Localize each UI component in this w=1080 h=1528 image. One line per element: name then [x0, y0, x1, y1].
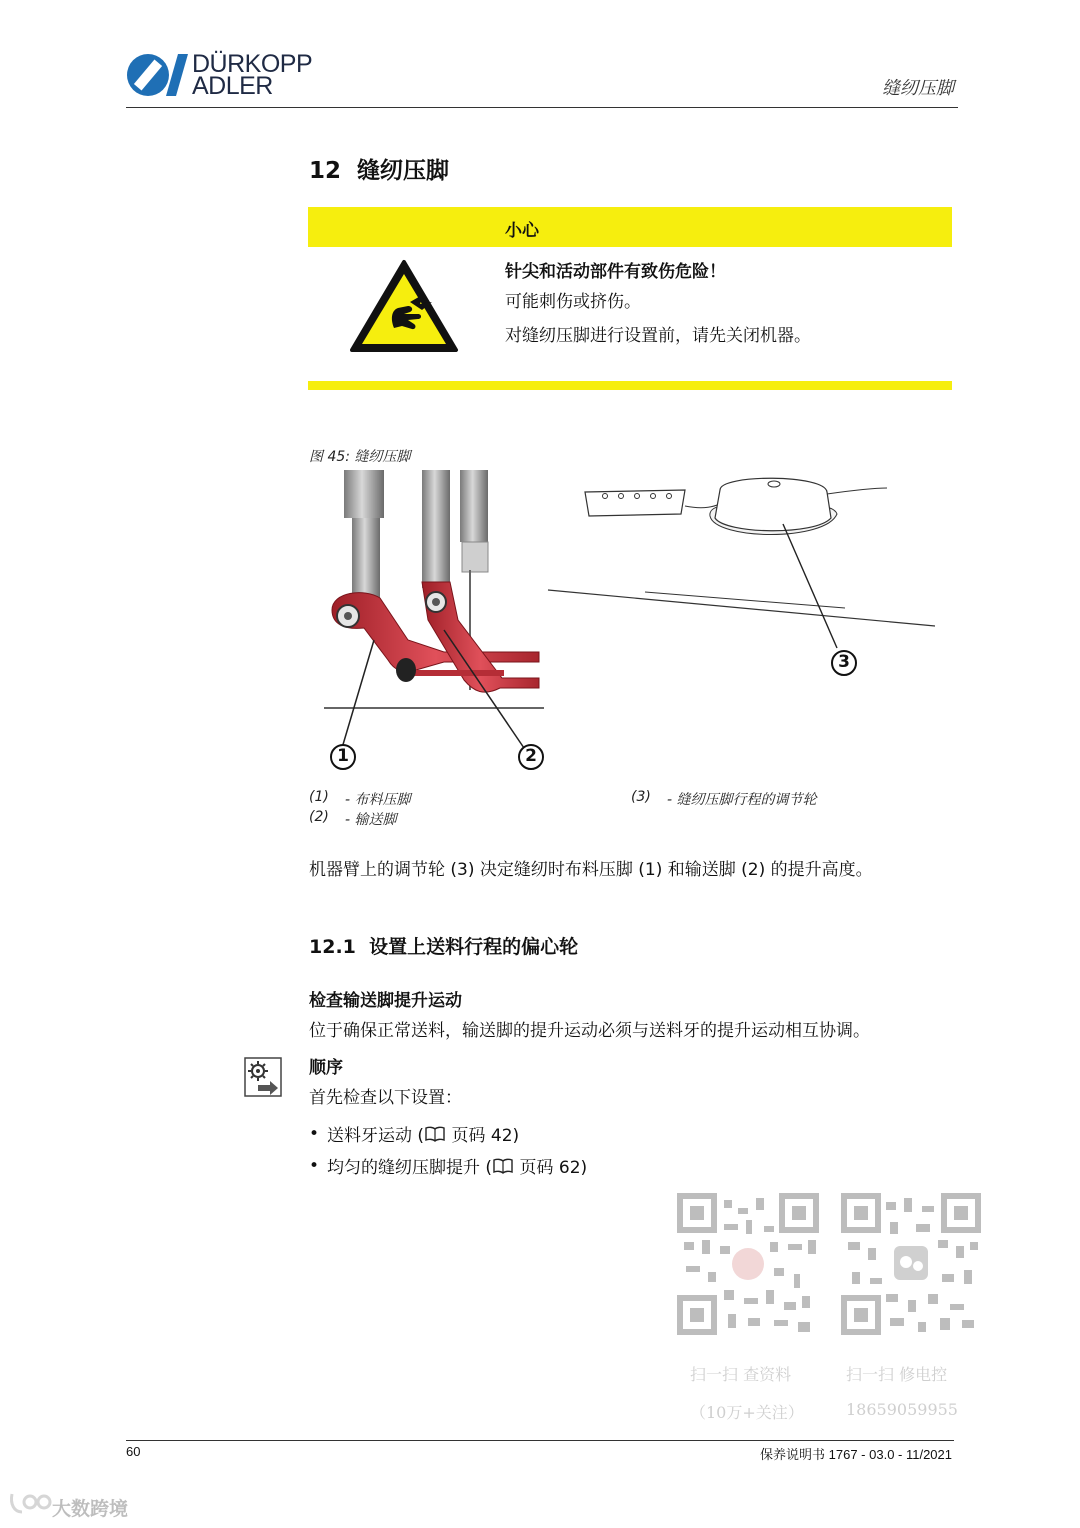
brand-watermark-icon: [8, 1490, 52, 1516]
section-heading: 12.1 设置上送料行程的偏心轮: [309, 936, 579, 958]
intro-paragraph: 机器臂上的调节轮 (3) 决定缝纫时布料压脚 (1) 和输送脚 (2) 的提升高度。: [309, 860, 873, 880]
qr-2-caption-line-1: 扫一扫 修电控: [846, 1365, 948, 1384]
bullet-item-1: [309, 1121, 519, 1146]
procedure-gear-icon: [244, 1057, 282, 1097]
bullet-dot: •: [309, 1123, 320, 1144]
bullet-2-page[interactable]: 页码 62): [514, 1158, 588, 1178]
logo: [126, 50, 326, 100]
bullet-item-2: [309, 1153, 587, 1178]
warning-line-1: 针尖和活动部件有致伤危险！: [505, 262, 726, 282]
callout-1-label: 1: [337, 746, 349, 766]
header-section-title: 缝纫压脚: [882, 78, 954, 99]
page-number: 60: [126, 1444, 141, 1459]
bullet-2-text: 均匀的缝纫压脚提升 (: [327, 1158, 493, 1178]
qr-1-caption-line-2: （10万+关注）: [690, 1403, 804, 1422]
hand-crush-warning-icon: [348, 258, 460, 354]
qr-code-1-icon: [674, 1190, 822, 1338]
warning-line-2: 可能刺伤或挤伤。: [505, 292, 641, 312]
order-intro: 首先检查以下设置：: [309, 1088, 462, 1108]
legend-item-2-text: - 输送脚: [345, 812, 397, 828]
adjusting-wheel-illustration: [545, 470, 945, 670]
figure-caption: 图 45: 缝纫压脚: [309, 449, 411, 465]
chapter-heading: 12 缝纫压脚: [309, 158, 450, 184]
order-heading: 顺序: [309, 1058, 343, 1078]
brand-watermark-text: 大数跨境: [52, 1498, 129, 1520]
warning-footer-bar: [308, 381, 952, 390]
book-icon: [425, 1126, 445, 1142]
qr-1-caption-line-1: 扫一扫 查资料: [690, 1365, 792, 1384]
callout-3-label: 3: [838, 652, 850, 672]
legend-item-3-text: - 缝纫压脚行程的调节轮: [667, 792, 817, 808]
warning-label: 小心: [505, 221, 539, 241]
presser-foot-illustration: [324, 470, 544, 770]
warning-line-3: 对缝纫压脚进行设置前，请先关闭机器。: [505, 326, 811, 346]
logo-line-2: ADLER: [192, 72, 273, 100]
header-divider: [126, 107, 958, 108]
legend-item-1-num: (1): [309, 789, 329, 805]
qr-2-caption-line-2: 18659059955: [846, 1400, 958, 1419]
warning-header-bar: [308, 207, 952, 247]
footer-divider: [126, 1440, 954, 1441]
qr-code-2-icon: [838, 1190, 984, 1338]
document-reference: 保养说明书 1767 - 03.0 - 11/2021: [760, 1447, 952, 1462]
check-text: 位于确保正常送料，输送脚的提升运动必须与送料牙的提升运动相互协调。: [309, 1021, 870, 1041]
check-heading: 检查输送脚提升运动: [309, 991, 462, 1011]
book-icon: [493, 1158, 513, 1174]
callout-2-label: 2: [525, 746, 537, 766]
legend-item-1-text: - 布料压脚: [345, 792, 411, 808]
bullet-dot: •: [309, 1155, 320, 1176]
legend-item-3-num: (3): [631, 789, 651, 805]
logo-line-1: DÜRKOPP: [192, 50, 313, 78]
bullet-1-text: 送料牙运动 (: [327, 1126, 425, 1146]
logo-mark-icon: [126, 52, 188, 98]
bullet-1-page[interactable]: 页码 42): [446, 1126, 520, 1146]
legend-item-2-num: (2): [309, 809, 329, 825]
